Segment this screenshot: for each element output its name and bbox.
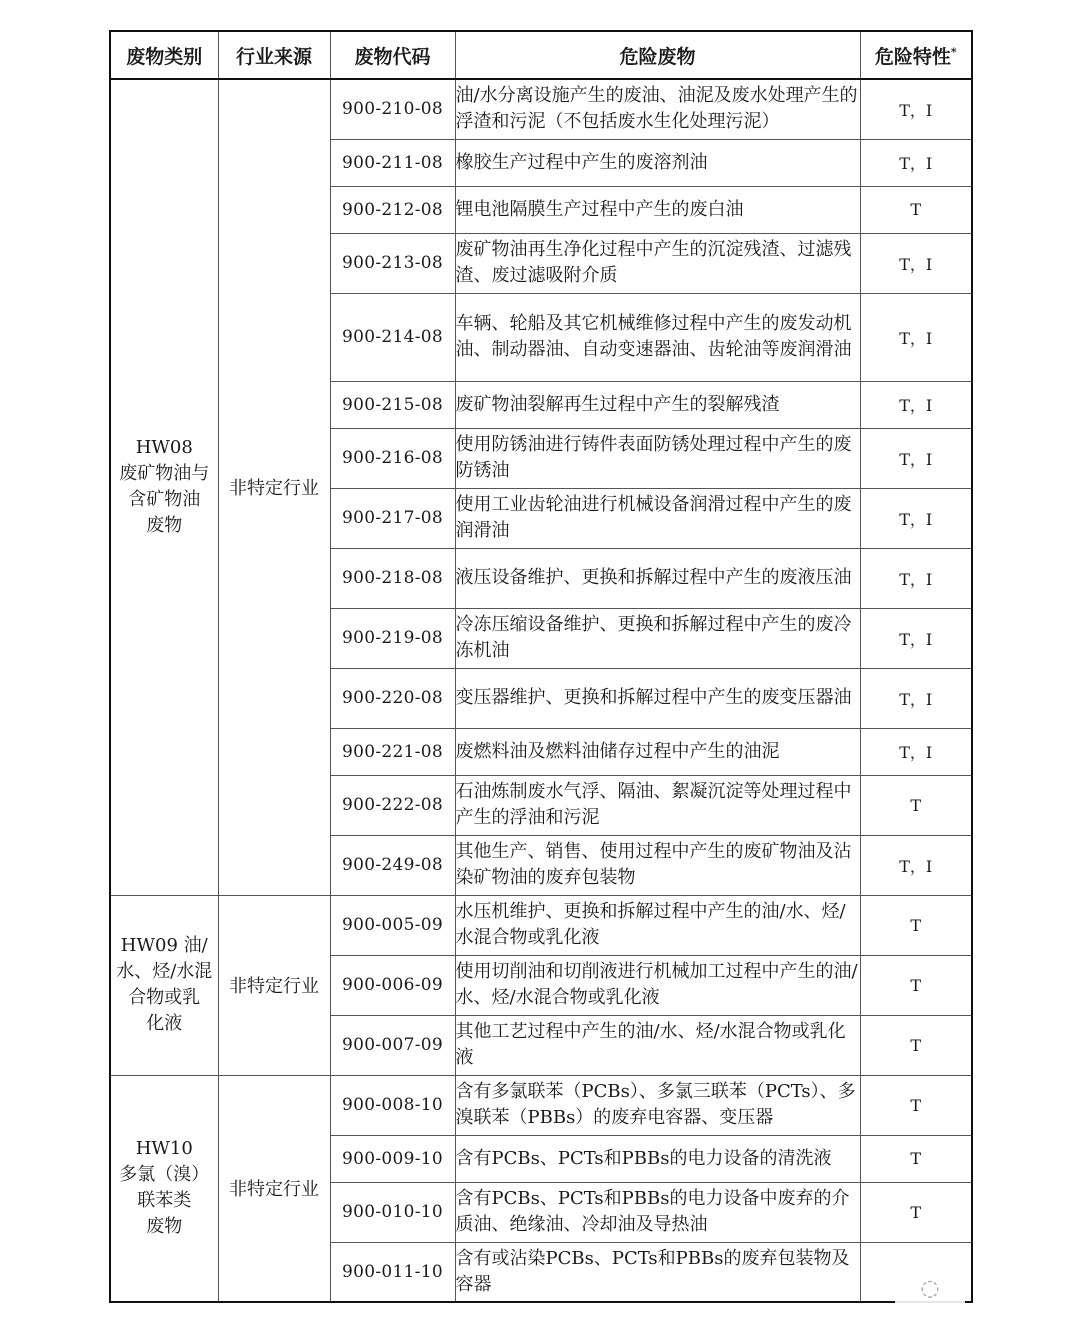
- waste-description-cell: 车辆、轮船及其它机械维修过程中产生的废发动机油、制动器油、自动变速器油、齿轮油等废润滑油: [455, 293, 860, 381]
- risk-cell: T，I: [860, 233, 972, 293]
- risk-cell: T，I: [860, 79, 972, 139]
- code-cell: 900-215-08: [330, 381, 455, 428]
- code-cell: 900-212-08: [330, 186, 455, 233]
- risk-cell: T，I: [860, 139, 972, 186]
- wechat-watermark-icon: ◌: [895, 1270, 965, 1306]
- header-row: [110, 31, 972, 79]
- header-code: 废物代码: [330, 31, 455, 79]
- header-risk-footnote-mark: *: [950, 45, 957, 59]
- risk-cell: T，I: [860, 548, 972, 608]
- waste-description-cell: 水压机维护、更换和拆解过程中产生的油/水、烃/水混合物或乳化液: [455, 895, 860, 955]
- code-cell: 900-214-08: [330, 293, 455, 381]
- source-cell: 非特定行业: [218, 79, 330, 895]
- waste-description-cell: 冷冻压缩设备维护、更换和拆解过程中产生的废冷冻机油: [455, 608, 860, 668]
- waste-description-cell: 石油炼制废水气浮、隔油、絮凝沉淀等处理过程中产生的浮油和污泥: [455, 775, 860, 835]
- category-cell: [110, 895, 218, 1075]
- risk-cell: T: [860, 1182, 972, 1242]
- risk-cell: T，I: [860, 728, 972, 775]
- category-line: HW10: [135, 1138, 193, 1160]
- risk-cell: T: [860, 1015, 972, 1075]
- waste-description-cell: 废燃料油及燃料油储存过程中产生的油泥: [455, 728, 860, 775]
- risk-cell: T，I: [860, 293, 972, 381]
- category-line: 废物: [146, 1216, 183, 1238]
- header-category: 废物类别: [110, 31, 218, 79]
- source-cell: 非特定行业: [218, 895, 330, 1075]
- waste-description-cell: 含有PCBs、PCTs和PBBs的电力设备的清洗液: [455, 1135, 860, 1182]
- header-risk-label: 危险特性: [874, 45, 951, 68]
- waste-description-cell: 变压器维护、更换和拆解过程中产生的废变压器油: [455, 668, 860, 728]
- code-cell: 900-210-08: [330, 79, 455, 139]
- code-cell: 900-221-08: [330, 728, 455, 775]
- category-line: 废矿物油与: [119, 463, 210, 485]
- header-risk: [860, 31, 972, 79]
- header-waste: 危险废物: [455, 31, 860, 79]
- risk-cell: T: [860, 1135, 972, 1182]
- code-cell: 900-005-09: [330, 895, 455, 955]
- code-cell: 900-222-08: [330, 775, 455, 835]
- code-cell: 900-211-08: [330, 139, 455, 186]
- category-line: 合物或乳: [128, 987, 201, 1008]
- waste-description-cell: 使用工业齿轮油进行机械设备润滑过程中产生的废润滑油: [455, 488, 860, 548]
- waste-description-cell: 废矿物油再生净化过程中产生的沉淀残渣、过滤残渣、废过滤吸附介质: [455, 233, 860, 293]
- waste-description-cell: 含有或沾染PCBs、PCTs和PBBs的废弃包装物及容器: [455, 1242, 860, 1302]
- waste-description-cell: 液压设备维护、更换和拆解过程中产生的废液压油: [455, 548, 860, 608]
- code-cell: 900-218-08: [330, 548, 455, 608]
- risk-cell: T，I: [860, 835, 972, 895]
- code-cell: 900-213-08: [330, 233, 455, 293]
- waste-description-cell: 油/水分离设施产生的废油、油泥及废水处理产生的浮渣和污泥（不包括废水生化处理污泥）: [455, 79, 860, 139]
- category-line: 废物: [146, 515, 183, 537]
- risk-cell: T: [860, 955, 972, 1015]
- category-cell: [110, 79, 218, 895]
- risk-cell: T，I: [860, 488, 972, 548]
- waste-description-cell: 其他工艺过程中产生的油/水、烃/水混合物或乳化液: [455, 1015, 860, 1075]
- category-line: HW08: [135, 437, 193, 459]
- code-cell: 900-220-08: [330, 668, 455, 728]
- risk-cell: T，I: [860, 381, 972, 428]
- waste-description-cell: 废矿物油裂解再生过程中产生的裂解残渣: [455, 381, 860, 428]
- risk-cell: T: [860, 1075, 972, 1135]
- code-cell: 900-009-10: [330, 1135, 455, 1182]
- table-row: [110, 79, 972, 139]
- waste-description-cell: 使用防锈油进行铸件表面防锈处理过程中产生的废防锈油: [455, 428, 860, 488]
- waste-description-cell: 含有多氯联苯（PCBs）、多氯三联苯（PCTs）、多溴联苯（PBBs）的废弃电容器、变压器: [455, 1075, 860, 1135]
- code-cell: 900-006-09: [330, 955, 455, 1015]
- risk-cell: T: [860, 775, 972, 835]
- code-cell: 900-216-08: [330, 428, 455, 488]
- table-row: [110, 895, 972, 955]
- source-cell: 非特定行业: [218, 1075, 330, 1302]
- risk-cell: T，I: [860, 668, 972, 728]
- risk-cell: T: [860, 895, 972, 955]
- risk-cell: T，I: [860, 608, 972, 668]
- header-source: 行业来源: [218, 31, 330, 79]
- hazardous-waste-table: [109, 30, 973, 1303]
- waste-description-cell: 锂电池隔膜生产过程中产生的废白油: [455, 186, 860, 233]
- waste-description-cell: 其他生产、销售、使用过程中产生的废矿物油及沾染矿物油的废弃包装物: [455, 835, 860, 895]
- code-cell: 900-010-10: [330, 1182, 455, 1242]
- waste-description-cell: 使用切削油和切削液进行机械加工过程中产生的油/水、烃/水混合物或乳化液: [455, 955, 860, 1015]
- table-row: [110, 1075, 972, 1135]
- category-line: 含矿物油: [128, 489, 201, 511]
- waste-description-cell: 橡胶生产过程中产生的废溶剂油: [455, 139, 860, 186]
- code-cell: 900-217-08: [330, 488, 455, 548]
- waste-description-cell: 含有PCBs、PCTs和PBBs的电力设备中废弃的介质油、绝缘油、冷却油及导热油: [455, 1182, 860, 1242]
- risk-cell: T: [860, 186, 972, 233]
- category-line: 多氯（溴）: [119, 1164, 210, 1186]
- code-cell: 900-007-09: [330, 1015, 455, 1075]
- code-cell: 900-011-10: [330, 1242, 455, 1302]
- category-line: 联苯类: [137, 1190, 192, 1212]
- category-cell: [110, 1075, 218, 1302]
- category-line: 化液: [146, 1013, 183, 1034]
- category-line: HW09 油/: [120, 935, 208, 956]
- code-cell: 900-008-10: [330, 1075, 455, 1135]
- code-cell: 900-249-08: [330, 835, 455, 895]
- code-cell: 900-219-08: [330, 608, 455, 668]
- risk-cell: T，I: [860, 428, 972, 488]
- category-line: 水、烃/水混: [116, 961, 213, 982]
